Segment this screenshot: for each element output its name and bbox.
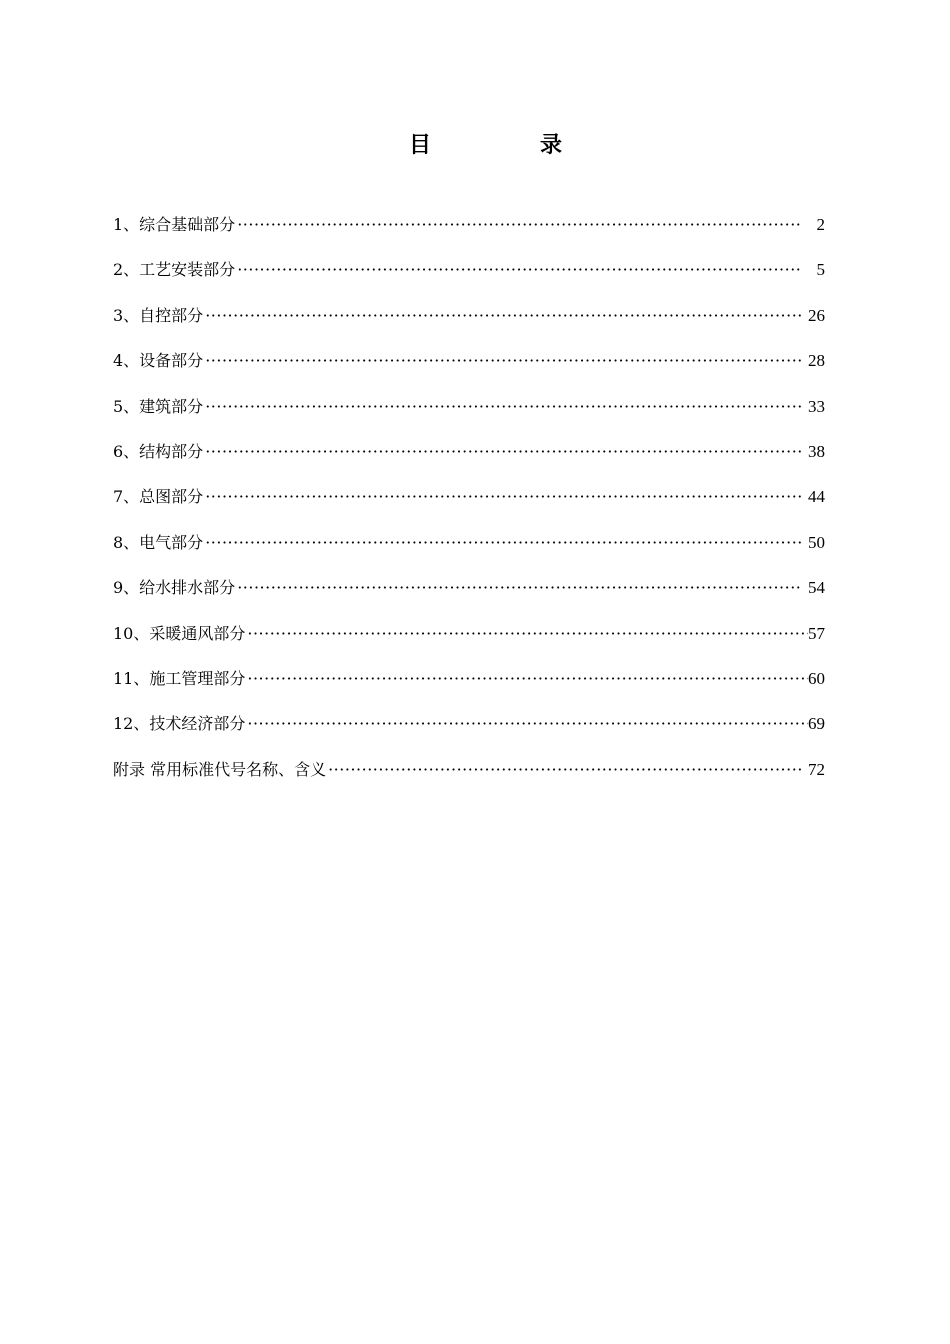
toc-entry[interactable] [113,523,825,568]
toc-entry-label: 11、施工管理部分 [113,668,246,688]
toc-entry-page: 26 [808,305,825,325]
toc-entry-page: 44 [808,487,825,507]
toc-entry[interactable] [113,704,825,749]
toc-entry-label: 6、结构部分 [113,441,204,461]
toc-entry[interactable] [113,568,825,613]
toc-leader-dots [205,387,801,427]
toc-entry-label: 附录 常用标准代号名称、含义 [113,759,327,779]
page-title [0,128,950,164]
toc-entry-page: 33 [808,396,825,416]
table-of-contents [113,205,825,795]
toc-entry-page: 72 [808,759,825,779]
toc-entry-label: 9、给水排水部分 [113,578,236,598]
toc-entry[interactable] [113,614,825,659]
toc-entry-page: 50 [808,532,825,552]
toc-leader-dots [247,704,808,744]
toc-leader-dots [205,341,801,381]
toc-entry-page: 28 [808,351,825,371]
toc-leader-dots [205,477,801,517]
title-char-2: 录 [540,133,563,158]
toc-entry-label: 5、建筑部分 [113,396,204,416]
toc-entry-label: 10、采暖通风部分 [113,623,246,643]
toc-entry-label: 1、综合基础部分 [113,215,236,234]
toc-entry[interactable] [113,250,825,295]
toc-leader-dots [328,750,801,790]
toc-leader-dots [237,568,801,608]
title-char-1: 目 [409,133,432,158]
toc-entry-label: 4、设备部分 [113,351,204,371]
toc-entry-label: 7、总图部分 [113,487,204,507]
toc-entry[interactable] [113,387,825,432]
toc-entry[interactable] [113,205,825,250]
toc-entry-page: 38 [808,441,825,461]
toc-leader-dots [205,432,801,472]
toc-entry-page: 5 [816,260,825,280]
toc-leader-dots [237,205,801,245]
toc-entry[interactable] [113,296,825,341]
toc-entry-page: 69 [808,714,825,734]
toc-entry-page: 57 [808,623,825,643]
toc-entry[interactable] [113,659,825,704]
toc-entry[interactable] [113,750,825,795]
toc-entry-page: 60 [808,668,825,688]
toc-leader-dots [237,250,801,290]
toc-leader-dots [205,296,801,336]
toc-entry[interactable] [113,432,825,477]
toc-entry-label: 3、自控部分 [113,305,204,325]
toc-entry-label: 12、技术经济部分 [113,714,246,734]
toc-entry-page: 2 [816,215,825,234]
toc-leader-dots [247,659,808,699]
toc-leader-dots [247,614,808,654]
toc-leader-dots [205,523,801,563]
toc-entry[interactable] [113,341,825,386]
toc-entry-label: 8、电气部分 [113,532,204,552]
toc-entry-page: 54 [808,578,825,598]
toc-entry-label: 2、工艺安装部分 [113,260,236,280]
toc-entry[interactable] [113,477,825,522]
